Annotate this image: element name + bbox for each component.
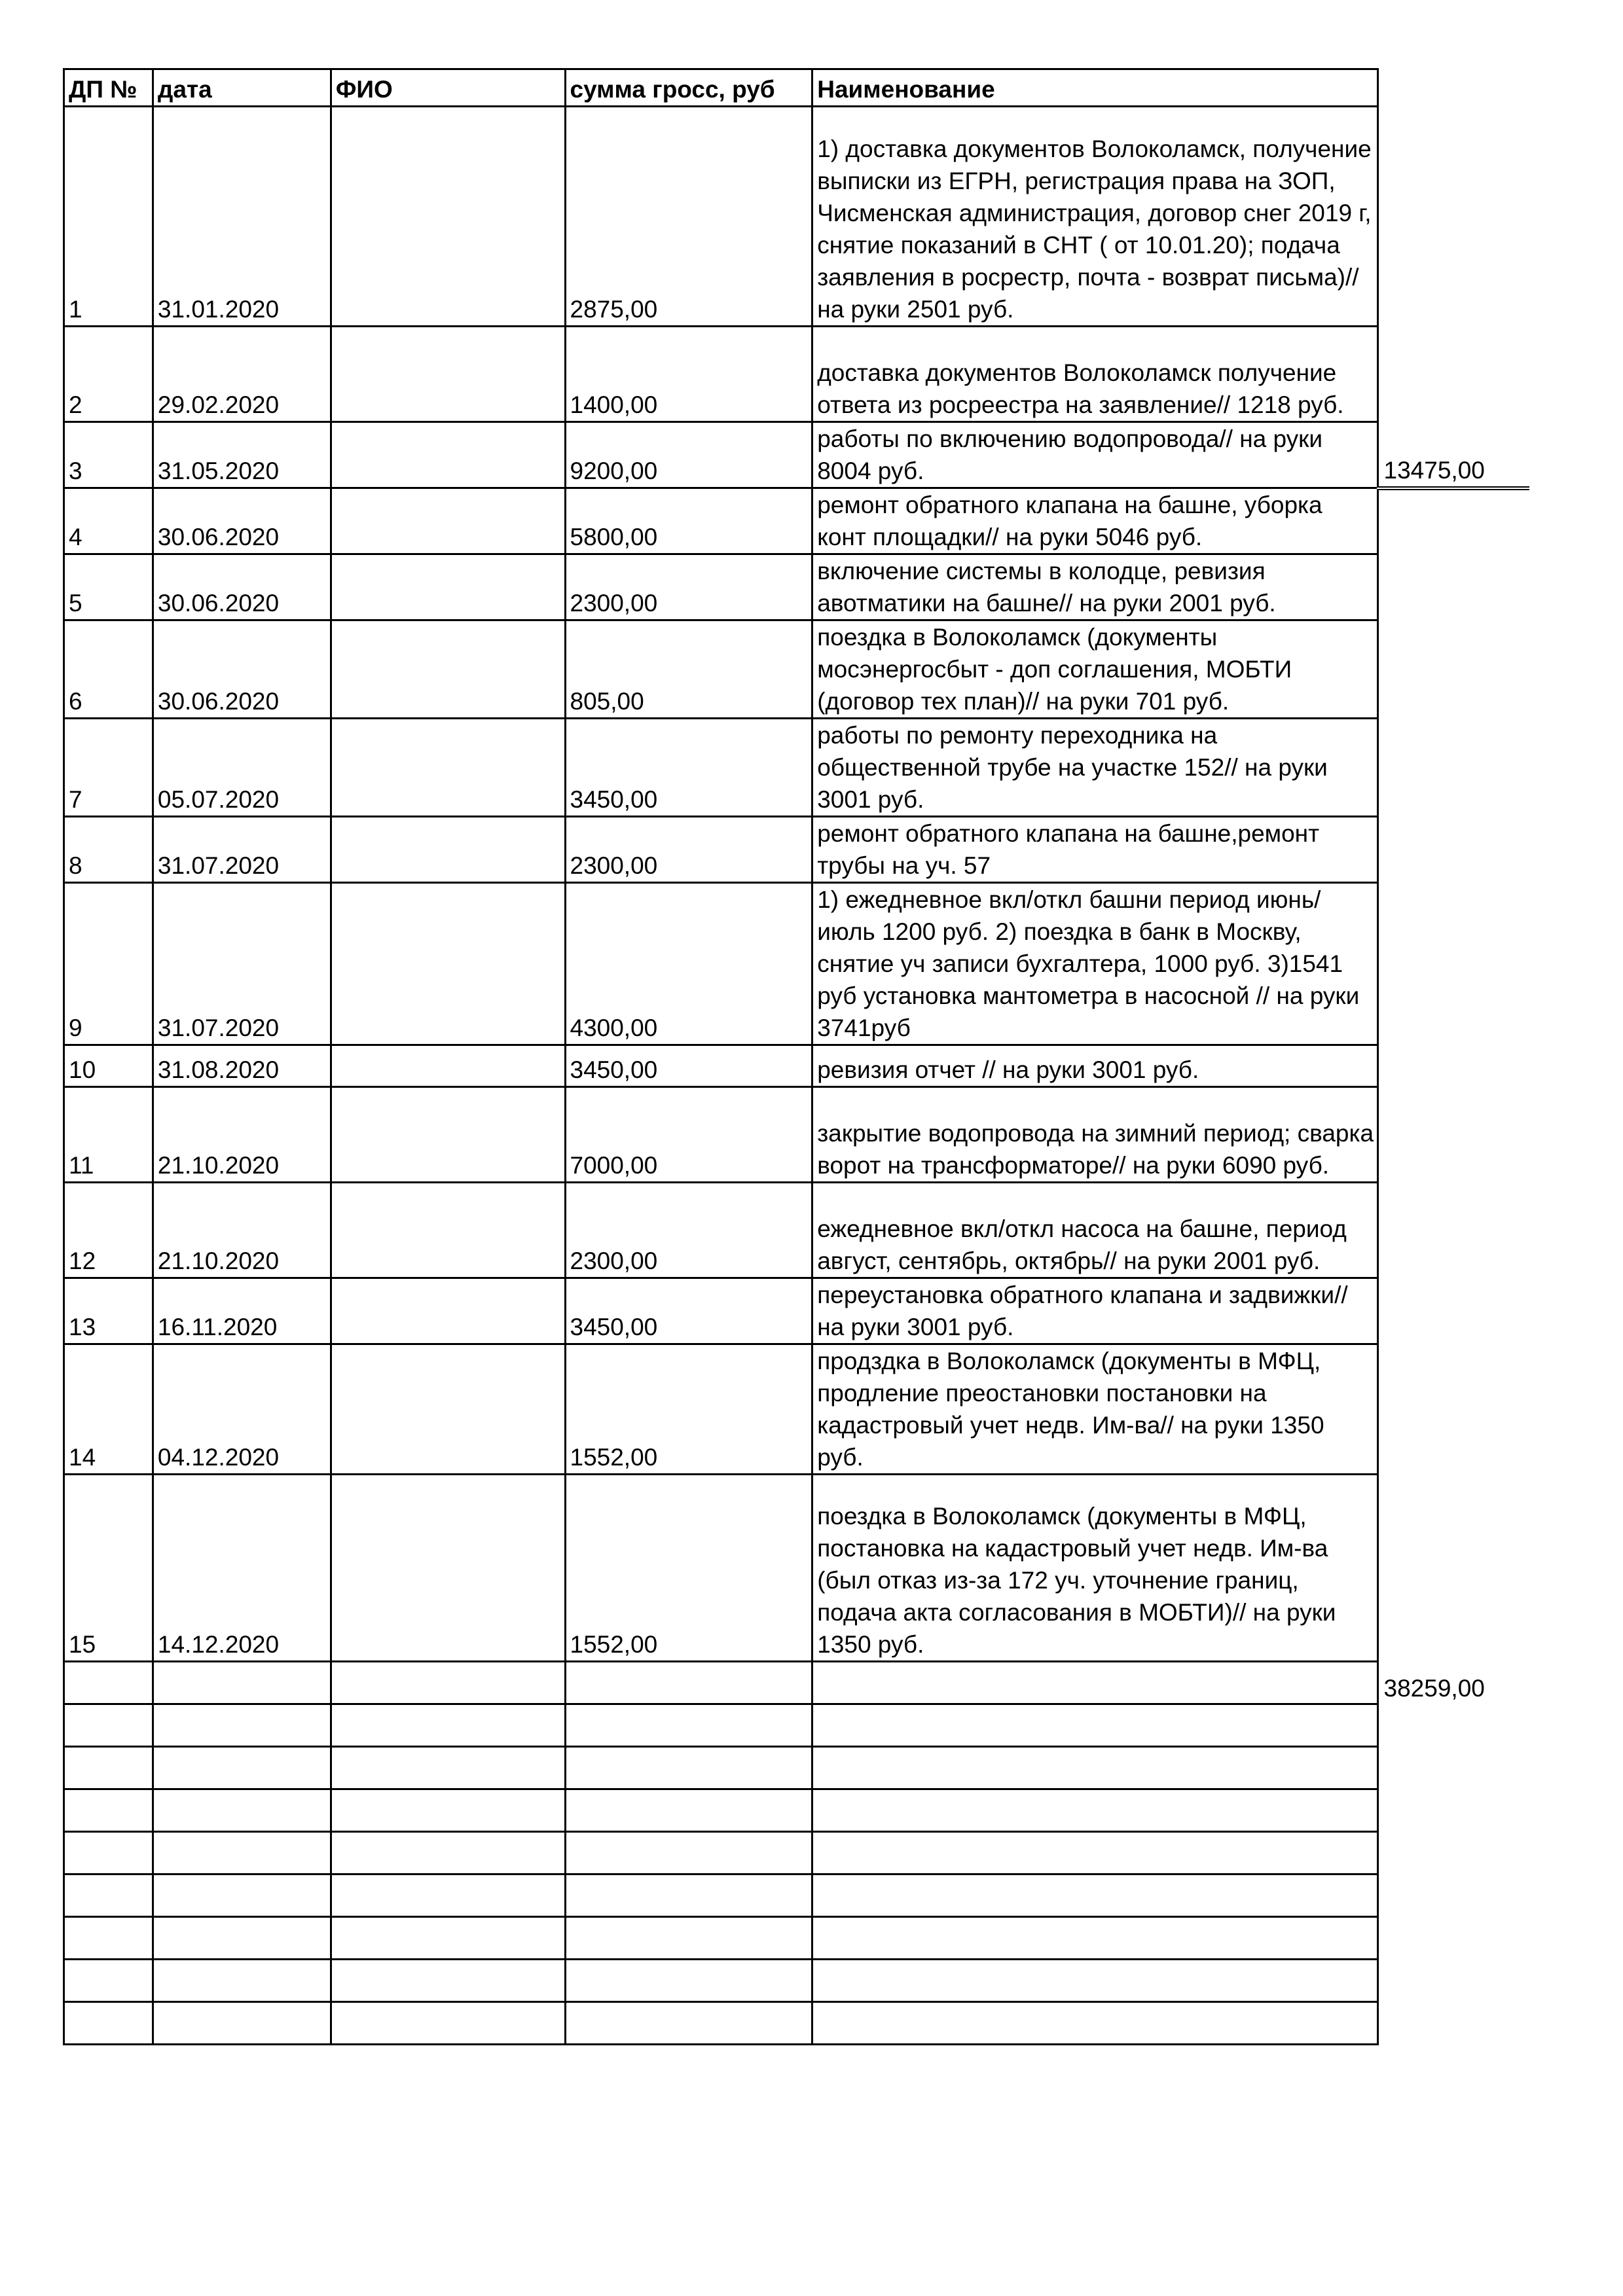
table-row <box>64 1045 1530 1087</box>
empty-cell <box>64 1747 153 1789</box>
row-sum: 3450,00 <box>565 1045 812 1087</box>
table-row <box>64 422 1530 488</box>
table-row <box>64 1183 1530 1278</box>
empty-cell <box>565 1747 812 1789</box>
row-number: 15 <box>64 1475 153 1662</box>
empty-spacer <box>1377 1704 1529 1747</box>
row-number: 6 <box>64 620 153 719</box>
table-row <box>64 1344 1530 1475</box>
row-subtotal: 13475,00 <box>1377 422 1529 488</box>
row-fio <box>331 554 565 620</box>
row-date: 21.10.2020 <box>153 1183 331 1278</box>
row-number: 1 <box>64 107 153 327</box>
row-sum: 3450,00 <box>565 719 812 817</box>
empty-cell <box>331 1662 565 1704</box>
row-date: 29.02.2020 <box>153 327 331 422</box>
row-subtotal <box>1377 1087 1529 1183</box>
empty-cell <box>812 1960 1377 2002</box>
header-spacer <box>1377 69 1529 107</box>
table-row <box>64 620 1530 719</box>
row-subtotal <box>1377 1344 1529 1475</box>
row-number: 14 <box>64 1344 153 1475</box>
empty-cell <box>64 2002 153 2045</box>
table-row <box>64 1087 1530 1183</box>
empty-row <box>64 1960 1530 2002</box>
row-subtotal <box>1377 1475 1529 1662</box>
row-number: 3 <box>64 422 153 488</box>
empty-row <box>64 1832 1530 1874</box>
empty-cell <box>64 1662 153 1704</box>
payments-table <box>63 68 1529 2045</box>
row-date: 05.07.2020 <box>153 719 331 817</box>
row-number: 5 <box>64 554 153 620</box>
empty-cell <box>812 1662 1377 1704</box>
empty-spacer <box>1377 1747 1529 1789</box>
row-fio <box>331 620 565 719</box>
table-row <box>64 1475 1530 1662</box>
header-sum: сумма гросс, руб <box>565 69 812 107</box>
empty-cell <box>812 1874 1377 1917</box>
empty-cell <box>331 2002 565 2045</box>
row-subtotal <box>1377 817 1529 883</box>
row-description: 1) ежедневное вкл/откл башни период июнь/июль 1200 руб. 2) поездка в банк в Москву, снятие уч записи бухгалтера, 1000 руб. 3)1541 руб установка мантометра в насосной // на руки 3741руб <box>812 883 1377 1045</box>
empty-cell <box>153 1832 331 1874</box>
empty-cell <box>64 1789 153 1832</box>
row-sum: 5800,00 <box>565 488 812 554</box>
row-date: 31.07.2020 <box>153 817 331 883</box>
empty-row <box>64 1874 1530 1917</box>
table-row <box>64 719 1530 817</box>
row-description: ревизия отчет // на руки 3001 руб. <box>812 1045 1377 1087</box>
header-num: ДП № <box>64 69 153 107</box>
header-name: Наименование <box>812 69 1377 107</box>
row-sum: 1400,00 <box>565 327 812 422</box>
table-row <box>64 817 1530 883</box>
row-sum: 2300,00 <box>565 1183 812 1278</box>
row-description: закрытие водопровода на зимний период; сварка ворот на трансформаторе// на руки 6090 руб. <box>812 1087 1377 1183</box>
row-description: поездка в Волоколамск (документы в МФЦ, постановка на кадастровый учет недв. Им-ва (был отказ из-за 172 уч. уточнение границ, подача акта согласования в МОБТИ)// на руки 1350 руб. <box>812 1475 1377 1662</box>
row-date: 31.01.2020 <box>153 107 331 327</box>
row-description: работы по включению водопровода// на руки 8004 руб. <box>812 422 1377 488</box>
row-number: 4 <box>64 488 153 554</box>
table-row <box>64 488 1530 554</box>
empty-cell <box>64 1832 153 1874</box>
table-row <box>64 327 1530 422</box>
row-date: 16.11.2020 <box>153 1278 331 1344</box>
row-description: ремонт обратного клапана на башне, уборка конт площадки// на руки 5046 руб. <box>812 488 1377 554</box>
row-description: включение системы в колодце, ревизия авотматики на башне// на руки 2001 руб. <box>812 554 1377 620</box>
row-fio <box>331 422 565 488</box>
row-number: 8 <box>64 817 153 883</box>
empty-cell <box>64 1917 153 1960</box>
row-subtotal <box>1377 488 1529 554</box>
empty-cell <box>153 1789 331 1832</box>
empty-cell <box>565 1874 812 1917</box>
row-sum: 1552,00 <box>565 1344 812 1475</box>
empty-cell <box>331 1874 565 1917</box>
empty-row <box>64 1747 1530 1789</box>
empty-cell <box>153 1704 331 1747</box>
header-date: дата <box>153 69 331 107</box>
empty-cell <box>812 1747 1377 1789</box>
row-date: 21.10.2020 <box>153 1087 331 1183</box>
header-row <box>64 69 1530 107</box>
row-number: 12 <box>64 1183 153 1278</box>
empty-spacer <box>1377 1789 1529 1832</box>
empty-cell <box>64 1960 153 2002</box>
row-date: 31.05.2020 <box>153 422 331 488</box>
row-number: 13 <box>64 1278 153 1344</box>
empty-cell <box>153 1662 331 1704</box>
empty-cell <box>812 1832 1377 1874</box>
grand-total: 38259,00 <box>1383 1674 1485 1702</box>
empty-cell <box>64 1704 153 1747</box>
empty-cell <box>64 1874 153 1917</box>
row-fio <box>331 1087 565 1183</box>
row-fio <box>331 719 565 817</box>
table-row <box>64 554 1530 620</box>
row-date: 30.06.2020 <box>153 488 331 554</box>
row-description: ремонт обратного клапана на башне,ремонт трубы на уч. 57 <box>812 817 1377 883</box>
row-fio <box>331 1183 565 1278</box>
row-description: поездка в Волоколамск (документы мосэнергосбыт - доп соглашения, МОБТИ (договор тех план)// на руки 701 руб. <box>812 620 1377 719</box>
empty-cell <box>331 1789 565 1832</box>
empty-cell <box>812 1917 1377 1960</box>
row-description: продздка в Волоколамск (документы в МФЦ, продление преостановки постановки на кадастровый учет недв. Им-ва// на руки 1350 руб. <box>812 1344 1377 1475</box>
row-subtotal <box>1377 719 1529 817</box>
empty-cell <box>565 1917 812 1960</box>
row-number: 11 <box>64 1087 153 1183</box>
table-row <box>64 1278 1530 1344</box>
empty-cell <box>153 2002 331 2045</box>
empty-cell <box>565 1789 812 1832</box>
empty-cell <box>565 1662 812 1704</box>
empty-row <box>64 1662 1530 1704</box>
empty-cell <box>331 1960 565 2002</box>
row-fio <box>331 1045 565 1087</box>
empty-cell <box>565 2002 812 2045</box>
row-fio <box>331 488 565 554</box>
row-sum: 2300,00 <box>565 554 812 620</box>
row-number: 7 <box>64 719 153 817</box>
row-subtotal <box>1377 327 1529 422</box>
table-row <box>64 107 1530 327</box>
row-subtotal <box>1377 554 1529 620</box>
empty-cell <box>153 1874 331 1917</box>
spreadsheet-sheet <box>63 68 1529 2045</box>
empty-row <box>64 1704 1530 1747</box>
row-date: 14.12.2020 <box>153 1475 331 1662</box>
row-date: 30.06.2020 <box>153 554 331 620</box>
row-fio <box>331 883 565 1045</box>
header-fio: ФИО <box>331 69 565 107</box>
row-fio <box>331 1344 565 1475</box>
empty-cell <box>812 1704 1377 1747</box>
row-description: доставка документов Волоколамск получение ответа из росреестра на заявление// 1218 руб. <box>812 327 1377 422</box>
empty-cell <box>331 1704 565 1747</box>
empty-row <box>64 1789 1530 1832</box>
row-subtotal <box>1377 1183 1529 1278</box>
row-sum: 2300,00 <box>565 817 812 883</box>
empty-spacer <box>1377 1832 1529 1874</box>
empty-cell <box>565 1960 812 2002</box>
row-subtotal <box>1377 107 1529 327</box>
row-description: работы по ремонту переходника на общественной трубе на участке 152// на руки 3001 руб. <box>812 719 1377 817</box>
row-subtotal <box>1377 883 1529 1045</box>
row-sum: 7000,00 <box>565 1087 812 1183</box>
empty-cell <box>565 1704 812 1747</box>
empty-cell <box>331 1917 565 1960</box>
row-date: 31.07.2020 <box>153 883 331 1045</box>
empty-cell <box>153 1747 331 1789</box>
row-subtotal <box>1377 620 1529 719</box>
row-number: 2 <box>64 327 153 422</box>
empty-cell <box>565 1832 812 1874</box>
row-sum: 4300,00 <box>565 883 812 1045</box>
empty-spacer <box>1377 1960 1529 2002</box>
empty-spacer <box>1377 1874 1529 1917</box>
row-fio <box>331 107 565 327</box>
row-subtotal <box>1377 1278 1529 1344</box>
empty-cell <box>153 1960 331 2002</box>
row-description: ежедневное вкл/откл насоса на башне, период август, сентябрь, октябрь// на руки 2001 руб. <box>812 1183 1377 1278</box>
row-sum: 9200,00 <box>565 422 812 488</box>
empty-cell <box>812 2002 1377 2045</box>
row-sum: 1552,00 <box>565 1475 812 1662</box>
row-number: 10 <box>64 1045 153 1087</box>
row-sum: 805,00 <box>565 620 812 719</box>
row-number: 9 <box>64 883 153 1045</box>
row-date: 31.08.2020 <box>153 1045 331 1087</box>
empty-row <box>64 2002 1530 2045</box>
row-subtotal <box>1377 1045 1529 1087</box>
row-sum: 2875,00 <box>565 107 812 327</box>
empty-cell <box>153 1917 331 1960</box>
empty-cell <box>812 1789 1377 1832</box>
row-date: 04.12.2020 <box>153 1344 331 1475</box>
row-description: переустановка обратного клапана и задвижки// на руки 3001 руб. <box>812 1278 1377 1344</box>
row-description: 1) доставка документов Волоколамск, получение выписки из ЕГРН, регистрация права на ЗОП, Чисменская администрация, договор снег 2019 г, снятие показаний в СНТ ( от 10.01.20); подача заявления в росрестр, почта - возврат письма)//на руки 2501 руб. <box>812 107 1377 327</box>
empty-cell <box>331 1747 565 1789</box>
row-sum: 3450,00 <box>565 1278 812 1344</box>
row-fio <box>331 327 565 422</box>
empty-row <box>64 1917 1530 1960</box>
row-fio <box>331 817 565 883</box>
table-row <box>64 883 1530 1045</box>
empty-spacer <box>1377 1917 1529 1960</box>
row-date: 30.06.2020 <box>153 620 331 719</box>
empty-spacer <box>1377 2002 1529 2045</box>
empty-cell <box>331 1832 565 1874</box>
row-fio <box>331 1278 565 1344</box>
row-fio <box>331 1475 565 1662</box>
